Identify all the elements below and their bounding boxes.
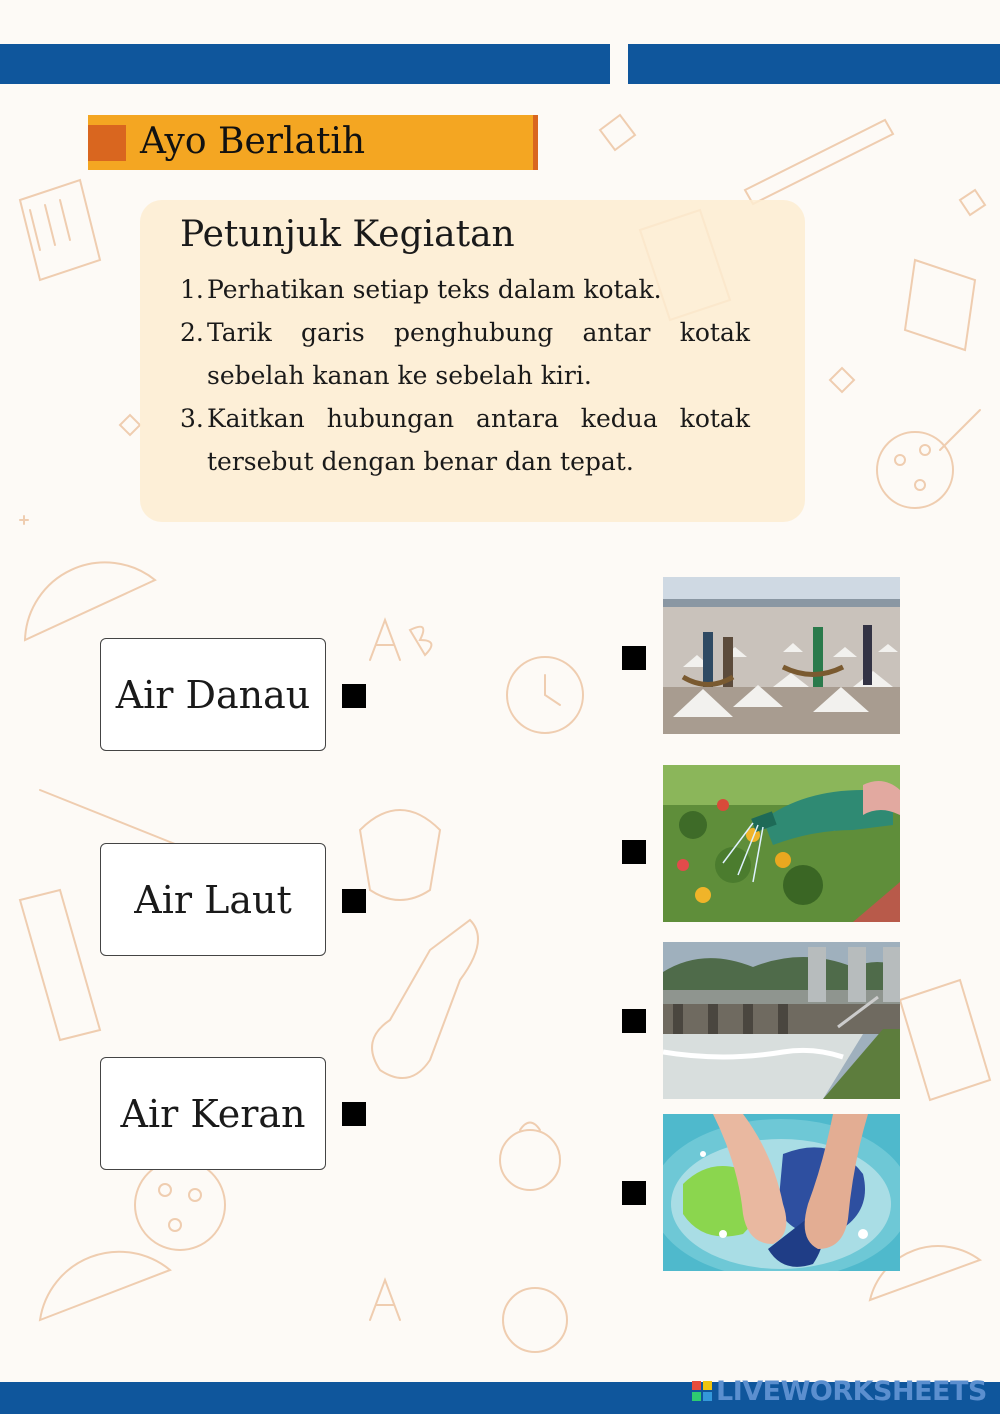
instruction-number: 1. [180,275,204,304]
right-connector-dot-2[interactable] [622,840,646,864]
instruction-item [180,311,750,397]
instruction-text: Tarik garis penghubung antar kotak sebelah kanan ke sebelah kiri. [207,318,750,390]
instruction-number: 2. [180,318,204,347]
instruction-text: Kaitkan hubungan antara kedua kotak tersebut dengan benar dan tepat. [207,404,750,476]
left-connector-dot-2[interactable] [342,889,366,913]
instructions-title: Petunjuk Kegiatan [180,214,515,255]
washing-clothes-photo[interactable] [663,1114,900,1271]
right-connector-dot-4[interactable] [622,1181,646,1205]
banner-title: Ayo Berlatih [140,121,366,162]
washing-clothes-icon [663,1114,900,1271]
banner-square-icon [88,125,126,161]
dam-photo[interactable] [663,942,900,1099]
right-connector-dot-3[interactable] [622,1009,646,1033]
instruction-item [180,268,750,311]
brand-grid-icon [692,1381,712,1401]
salt-farm-photo[interactable] [663,577,900,734]
right-connector-dot-1[interactable] [622,646,646,670]
dam-icon [663,942,900,1099]
label-box-air-laut[interactable]: Air Laut [100,843,326,956]
liveworksheets-logo [692,1374,987,1408]
watering-plants-icon [663,765,900,922]
top-bar-left [0,44,610,84]
left-connector-dot-1[interactable] [342,684,366,708]
watering-plants-photo[interactable] [663,765,900,922]
left-connector-dot-3[interactable] [342,1102,366,1126]
instruction-number: 3. [180,404,204,433]
salt-farm-icon [663,577,900,734]
instruction-text: Perhatikan setiap teks dalam kotak. [207,275,662,304]
section-banner [88,115,538,170]
label-box-air-keran[interactable]: Air Keran [100,1057,326,1170]
instructions-list [180,268,750,483]
instructions-panel [140,200,805,522]
instruction-item [180,397,750,483]
label-box-air-danau[interactable]: Air Danau [100,638,326,751]
top-bar-right [628,44,1000,84]
brand-text: LIVEWORKSHEETS [716,1375,987,1407]
